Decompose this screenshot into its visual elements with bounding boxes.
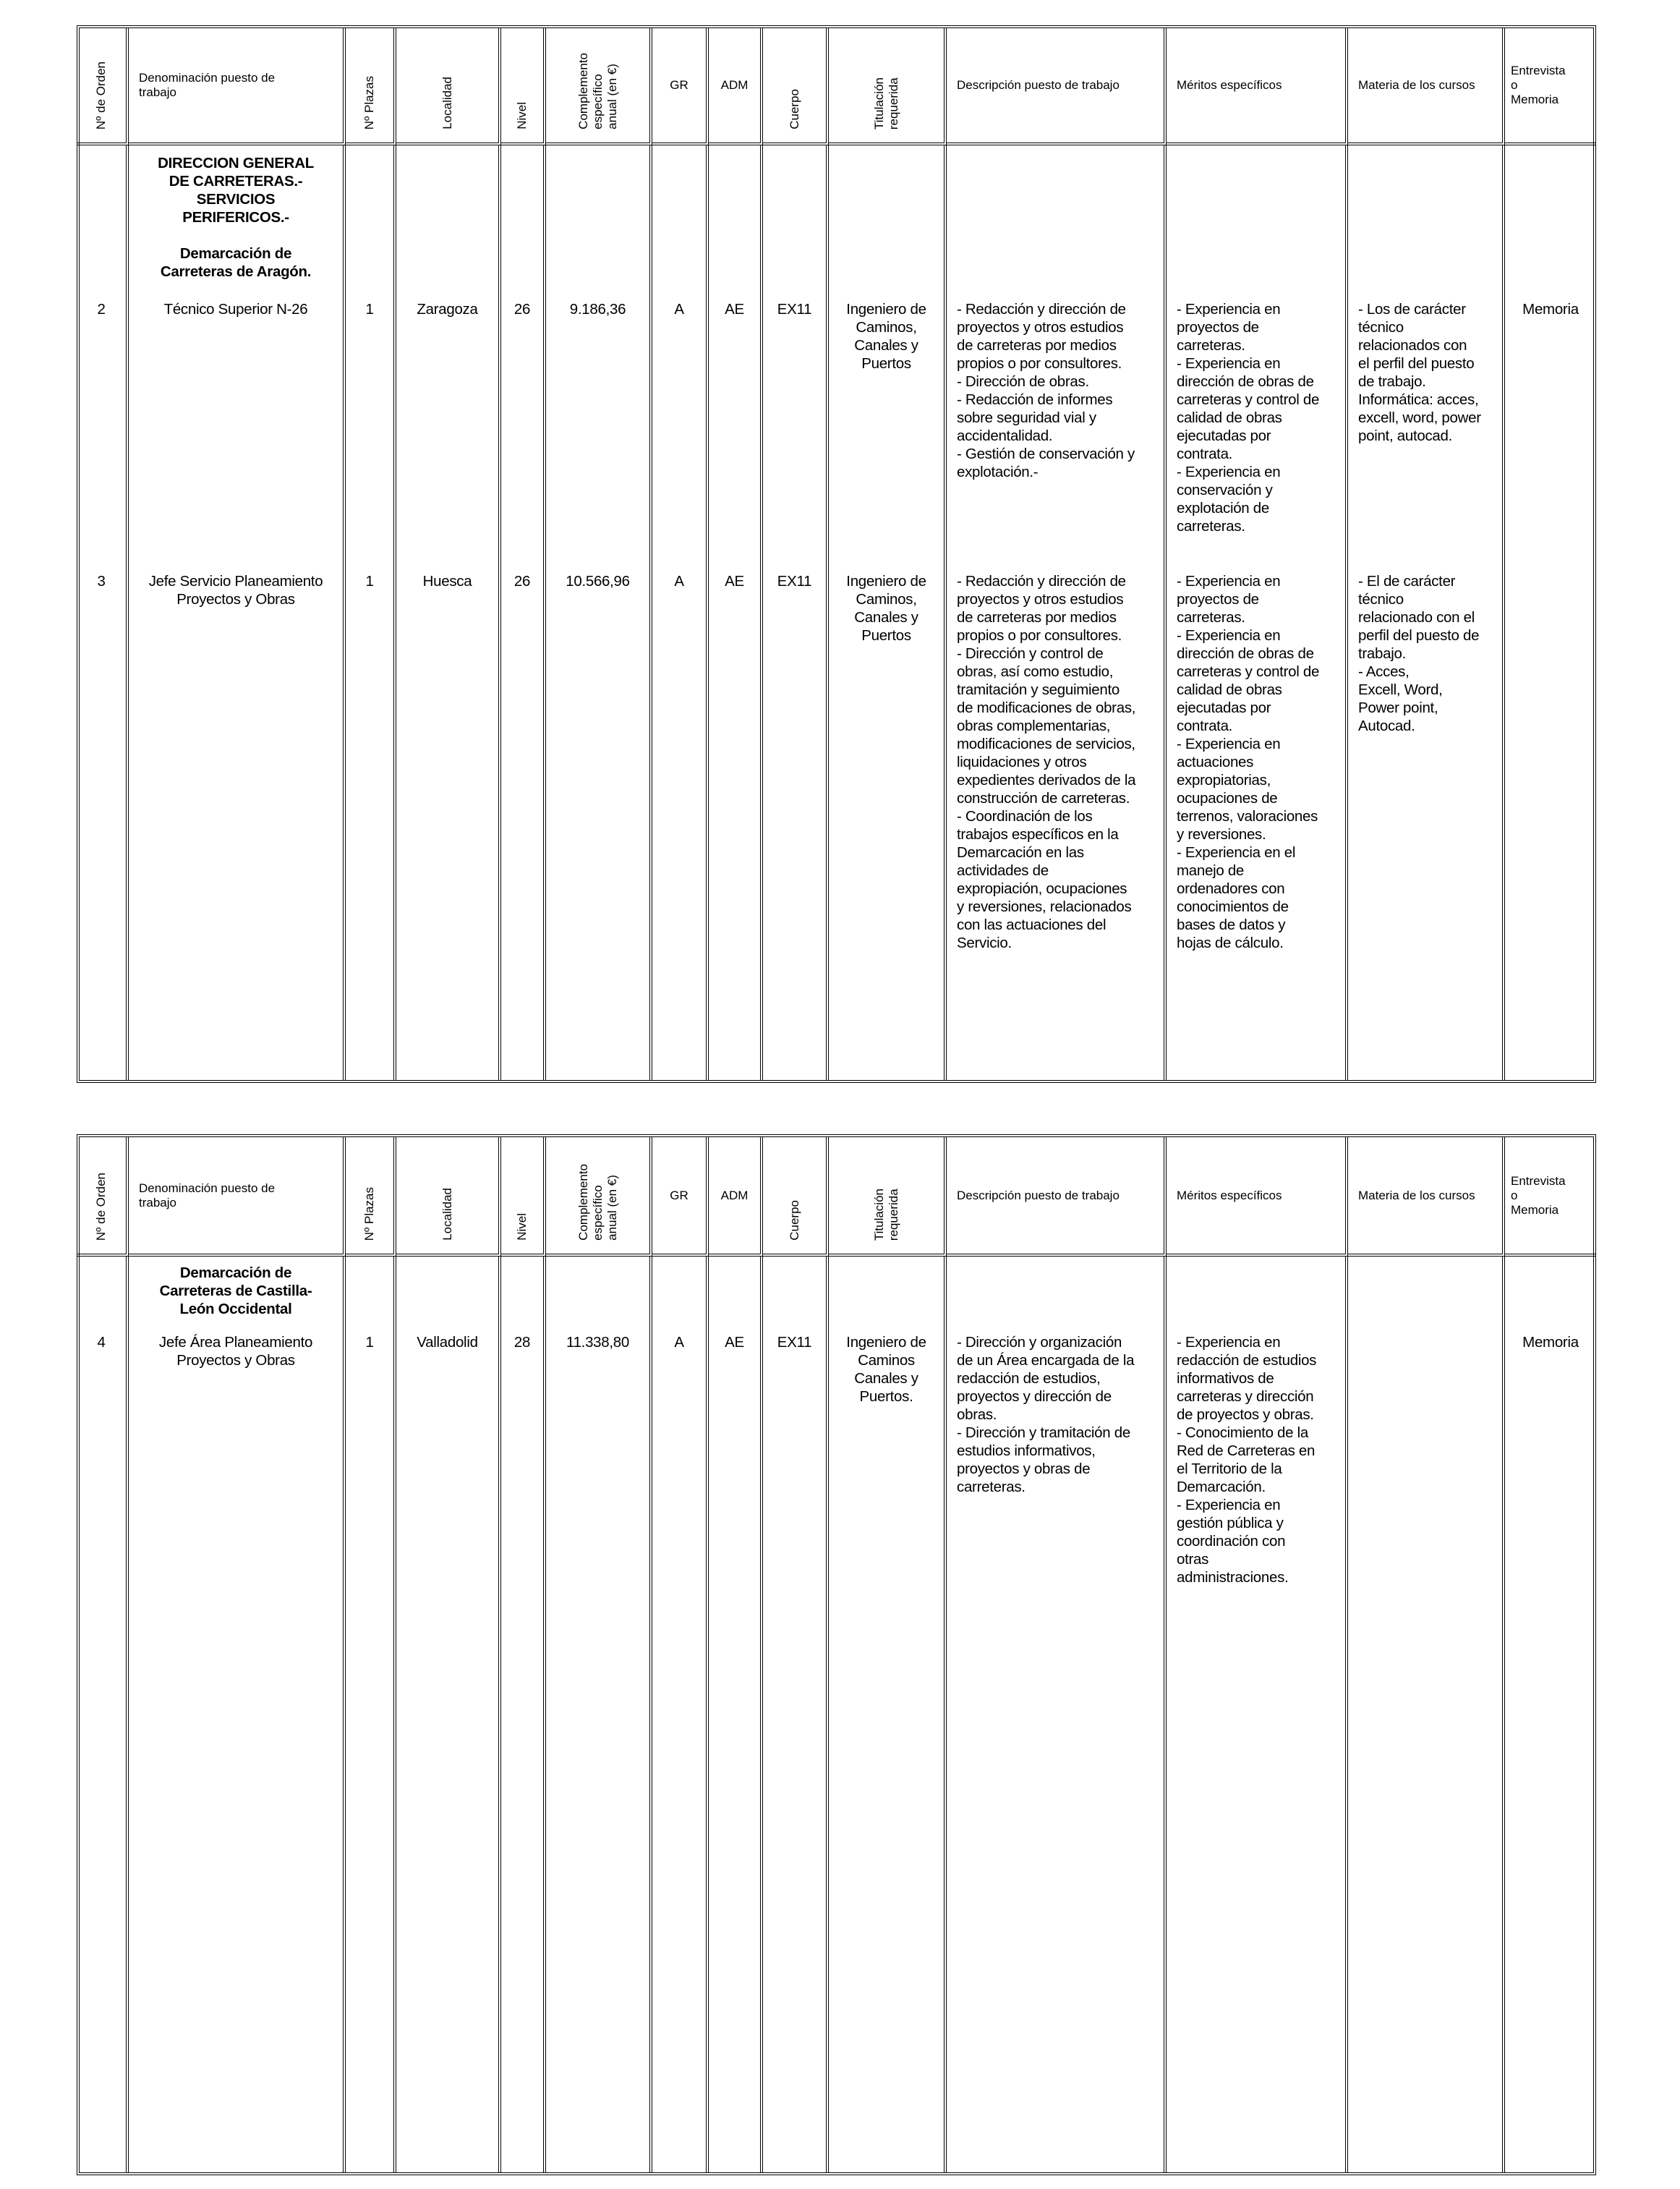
cell-meritos: - Experiencia en proyectos de carreteras. - Experiencia en dirección de obras de carreteras y control de calidad de obras ejecutadas por contrata. - Experiencia en conservación y explotación de carreteras. (1177, 301, 1320, 535)
header-adm-label: ADM (720, 78, 749, 92)
cell-titulacion: Ingeniero de Caminos Canales y Puertos. (846, 1334, 926, 1405)
column-nivel (501, 1257, 546, 2172)
header-plazas-label: Nº Plazas (362, 1186, 376, 1241)
cell-adm: AE (725, 1334, 744, 1351)
cell-entrevista: Memoria (1522, 1334, 1579, 1351)
header-descripcion (947, 1137, 1167, 1257)
header-cuerpo (763, 28, 829, 145)
column-localidad (396, 145, 501, 1080)
column-entrevista (1505, 1257, 1596, 2172)
column-materia (1348, 145, 1505, 1080)
cell-gr: A (674, 1334, 684, 1351)
header-nivel-label: Nivel (515, 1213, 529, 1241)
cell-denominacion: Jefe Área Planeamiento Proyectos y Obras (158, 1334, 313, 1369)
cell-orden: 3 (97, 573, 106, 590)
cell-nivel: 26 (513, 573, 531, 590)
header-orden (77, 28, 129, 145)
cell-descripcion: - Redacción y dirección de proyectos y otros estudios de carreteras por medios propios o por consultores. - Dirección y control de obras, así como estudio, tramitación y seguimiento de modificaciones de obras, obras complementarias, modificaciones de servicios, liquidaciones y otros expedientes derivados de la construcción de carreteras. - Coordinación de los trabajos específicos en la Demarcación en las actividades de expropiación, ocupaciones y reversiones, relacionados con las actuaciones del Servicio. (957, 573, 1136, 951)
column-titulacion (829, 145, 947, 1080)
cell-complemento: 10.566,96 (566, 573, 630, 590)
column-entrevista (1505, 145, 1596, 1080)
cell-denominacion: Técnico Superior N-26 (163, 301, 308, 318)
header-cuerpo (763, 1137, 829, 1257)
column-plazas (346, 145, 396, 1080)
column-cuerpo (763, 1257, 829, 2172)
header-titulacion (829, 1137, 947, 1257)
header-adm (709, 28, 763, 145)
header-plazas-label: Nº Plazas (362, 75, 376, 129)
cell-cuerpo: EX11 (777, 301, 812, 318)
header-entrevista (1505, 28, 1596, 145)
cell-complemento: 9.186,36 (569, 301, 626, 318)
cell-cuerpo: EX11 (777, 1334, 812, 1351)
header-complemento-label: Complemento específico anual (en €) (576, 1164, 619, 1241)
header-meritos (1167, 1137, 1348, 1257)
cell-nivel: 28 (513, 1334, 531, 1351)
cell-adm: AE (725, 573, 744, 590)
header-titulacion-label: Titulación requerida (871, 1188, 900, 1241)
header-complemento-label: Complemento específico anual (en €) (576, 53, 619, 129)
column-cuerpo (763, 145, 829, 1080)
cell-localidad: Valladolid (417, 1334, 478, 1351)
header-orden-label: Nº de Orden (94, 1172, 108, 1241)
column-orden (77, 145, 129, 1080)
cell-materia: - El de carácter técnico relacionado con el perfil del puesto de trabajo. - Acces, Excell, Word, Power point, Autocad. (1358, 573, 1480, 734)
header-titulacion (829, 28, 947, 145)
header-gr (652, 1137, 709, 1257)
column-materia (1348, 1257, 1505, 2172)
cell-entrevista: Memoria (1522, 301, 1579, 318)
cell-denominacion: Jefe Servicio Planeamiento Proyectos y Obras (148, 573, 323, 608)
column-localidad (396, 1257, 501, 2172)
column-gr (652, 145, 709, 1080)
cell-descripcion: - Redacción y dirección de proyectos y otros estudios de carreteras por medios propios o por consultores. - Dirección de obras. - Redacción de informes sobre seguridad vial y accidentalidad. - Gestión de conservación y explotación.- (957, 301, 1135, 480)
cell-descripcion: - Dirección y organización de un Área encargada de la redacción de estudios, proyectos y dirección de obras. - Dirección y tramitación de estudios informativos, proyectos y obras de carreteras. (957, 1334, 1135, 1495)
header-orden-label: Nº de Orden (94, 61, 108, 129)
column-nivel (501, 145, 546, 1080)
column-complemento (546, 145, 652, 1080)
header-descripcion (947, 28, 1167, 145)
header-nivel-label: Nivel (515, 102, 529, 129)
header-gr (652, 28, 709, 145)
header-cuerpo-label: Cuerpo (787, 89, 801, 129)
cell-orden: 2 (97, 301, 106, 318)
cell-meritos: - Experiencia en redacción de estudios informativos de carreteras y dirección de proyectos y obras. - Conocimiento de la Red de Carreteras en el Territorio de la Demarcación. - Experiencia en gestión pública y coordinación con otras administraciones. (1177, 1334, 1317, 1586)
column-complemento (546, 1257, 652, 2172)
column-meritos (1167, 145, 1348, 1080)
header-materia (1348, 28, 1505, 145)
header-plazas (346, 1137, 396, 1257)
cell-complemento: 11.338,80 (566, 1334, 629, 1351)
cell-plazas: 1 (365, 301, 374, 318)
section-heading: Demarcación de Carreteras de Castilla- León Occidental (159, 1264, 312, 1317)
header-complemento (546, 1137, 652, 1257)
header-meritos-label: Méritos específicos (1177, 1188, 1282, 1202)
column-descripcion (947, 1257, 1167, 2172)
column-adm (709, 1257, 763, 2172)
header-denominacion-label: Denominación puesto de trabajo (139, 71, 276, 99)
column-denominacion (129, 1257, 346, 2172)
header-materia (1348, 1137, 1505, 1257)
header-descripcion-label: Descripción puesto de trabajo (957, 78, 1120, 92)
header-localidad (396, 1137, 501, 1257)
cell-localidad: Zaragoza (417, 301, 478, 318)
header-denominacion (129, 1137, 346, 1257)
cell-localidad: Huesca (422, 573, 472, 590)
cell-adm: AE (725, 301, 744, 318)
cell-gr: A (674, 573, 684, 590)
header-localidad-label: Localidad (440, 1188, 454, 1241)
header-meritos (1167, 28, 1348, 145)
header-entrevista-label: Entrevista o Memoria (1511, 1173, 1566, 1217)
column-gr (652, 1257, 709, 2172)
header-orden (77, 1137, 129, 1257)
cell-nivel: 26 (513, 301, 531, 318)
header-complemento (546, 28, 652, 145)
cell-titulacion: Ingeniero de Caminos, Canales y Puertos (846, 301, 926, 372)
job-table (77, 1134, 1596, 2175)
header-nivel (501, 28, 546, 145)
header-adm (709, 1137, 763, 1257)
column-adm (709, 145, 763, 1080)
cell-gr: A (674, 301, 684, 318)
header-materia-label: Materia de los cursos (1358, 1188, 1475, 1202)
header-gr-label: GR (670, 78, 688, 92)
cell-meritos: - Experiencia en proyectos de carreteras. - Experiencia en dirección de obras de carreteras y control de calidad de obras ejecutadas por contrata. - Experiencia en actuaciones expropiatorias, ocupaciones de terrenos, valoraciones y reversiones. - Experiencia en el manejo de ordenadores con conocimientos de bases de datos y hojas de cálculo. (1177, 573, 1320, 951)
header-nivel (501, 1137, 546, 1257)
cell-orden: 4 (97, 1334, 106, 1351)
header-cuerpo-label: Cuerpo (787, 1200, 801, 1241)
column-titulacion (829, 1257, 947, 2172)
header-descripcion-label: Descripción puesto de trabajo (957, 1188, 1120, 1202)
cell-plazas: 1 (365, 1334, 374, 1351)
header-meritos-label: Méritos específicos (1177, 78, 1282, 92)
column-plazas (346, 1257, 396, 2172)
header-localidad-label: Localidad (440, 77, 454, 129)
header-entrevista (1505, 1137, 1596, 1257)
header-plazas (346, 28, 396, 145)
cell-titulacion: Ingeniero de Caminos, Canales y Puertos (846, 573, 926, 644)
header-titulacion-label: Titulación requerida (871, 77, 900, 129)
section-heading: DIRECCION GENERAL DE CARRETERAS.- SERVICIOS PERIFERICOS.- Demarcación de Carreteras de Aragón. (158, 155, 314, 280)
column-meritos (1167, 1257, 1348, 2172)
column-denominacion (129, 145, 346, 1080)
cell-materia: - Los de carácter técnico relacionados con el perfil del puesto de trabajo. Informática: acces, excell, word, power point, autocad. (1358, 301, 1481, 444)
column-orden (77, 1257, 129, 2172)
header-localidad (396, 28, 501, 145)
header-entrevista-label: Entrevista o Memoria (1511, 64, 1566, 106)
header-gr-label: GR (670, 1188, 688, 1202)
header-denominacion-label: Denominación puesto de trabajo (139, 1181, 276, 1210)
header-adm-label: ADM (720, 1188, 749, 1202)
header-denominacion (129, 28, 346, 145)
header-materia-label: Materia de los cursos (1358, 78, 1475, 92)
cell-plazas: 1 (365, 573, 374, 590)
job-table (77, 25, 1596, 1083)
cell-cuerpo: EX11 (777, 573, 812, 590)
column-descripcion (947, 145, 1167, 1080)
